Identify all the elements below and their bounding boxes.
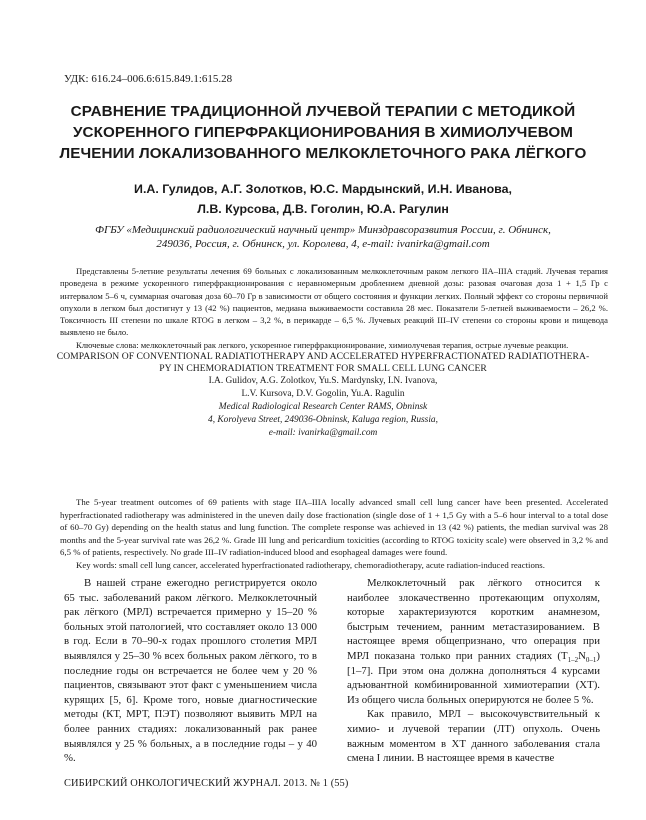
russian-authors-line: Л.В. Курсова, Д.В. Гоголин, Ю.А. Рагулин [197, 202, 449, 216]
english-keywords: Key words: small cell lung cancer, accelerated hyperfractionated radiotherapy, chemoradiotherapy, acute radiation-induced reactions. [76, 559, 545, 570]
english-affiliation-line: 4, Korolyeva Street, 249036-Obninsk, Kaluga region, Russia, [208, 415, 438, 425]
stage-subscript: 1–2 [567, 656, 579, 665]
russian-keywords: Ключевые слова: мелкоклеточный рак легкого, ускоренное гиперфракционирование, химиолучевая терапия, острые лучевые реакции. [76, 339, 569, 350]
body-text: N [578, 649, 586, 662]
english-email-line: e-mail: ivanirka@gmail.com [268, 428, 378, 438]
body-text: Мелкоклеточный рак лёгкого относится к наиболее злокачественно протекающим опухолям, которые характеризуются коротким анамнезом, быстрым течением, ранним метастазированием. В настоящее время общепризнано, что операция при МРЛ показана только при ранних стадиях (T [347, 577, 600, 662]
body-paragraph: Как правило, МРЛ – высокочувствительный к химио- и лучевой терапии (ЛТ) опухоль. Очень важным моментом в ХТ данного заболевания стала смена I линии. В настоящее время в качестве [347, 708, 600, 765]
english-title-line: COMPARISON OF CONVENTIONAL RADIATIOTHERAPY AND ACCELERATED HYPERFRACTIONATED RADIATIOTHERA- [56, 351, 590, 362]
russian-title-line: УСКОРЕННОГО ГИПЕРФРАКЦИОНИРОВАНИЯ В ХИМИОЛУЧЕВОМ [72, 124, 574, 141]
udc-code: УДК: 616.24–006.6:615.849.1:615.28 [64, 73, 233, 85]
body-column-left [64, 576, 317, 766]
russian-affiliation [30, 223, 616, 251]
english-authors-line: L.V. Kursova, D.V. Gogolin, Yu.A. Ragulin [241, 389, 405, 399]
russian-title-line: ЛЕЧЕНИИ ЛОКАЛИЗОВАННОГО МЕЛКОКЛЕТОЧНОГО РАКА ЛЁГКОГО [59, 145, 587, 162]
english-authors-affiliation [40, 375, 606, 440]
journal-footer: СИБИРСКИЙ ОНКОЛОГИЧЕСКИЙ ЖУРНАЛ. 2013. № 1 (55) [64, 778, 349, 789]
body-column-right [347, 576, 600, 766]
english-abstract [60, 496, 608, 572]
russian-title [40, 101, 606, 164]
russian-abstract-text: Представлены 5-летние результаты лечения 69 больных с локализованным мелкоклеточным раком легкого IIA–IIIA стадий. Лучевая терапия проведена в режиме ускоренного гиперфракционирования с неравномерным дроблением дневной дозы: разовая очаговая доза 1 + 1,5 Гр с интервалом 5–6 ч, суммарная очаговая доза 60–70 Гр в зависимости от общего состояния и функции легких. Полный эффект со стороны первичной опухоли в легком был достигнут у 13 (42 %) пациентов, медиана выживаемости составила 28 мес. Показатели 5-летней выживаемости – 26,2 %. Токсичность III степени по шкале RTOG в легком – 3,2 %, в перикарде – 6,5 %. Лучевых реакций III–IV степени со стороны крови и пищевода выявлено не было. [60, 266, 608, 338]
russian-authors [40, 179, 606, 219]
russian-authors-line: И.А. Гулидов, А.Г. Золотков, Ю.С. Мардынский, И.Н. Иванова, [134, 182, 512, 196]
russian-affiliation-line: 249036, Россия, г. Обнинск, ул. Королева, 4, e-mail: ivanirka@gmail.com [156, 238, 490, 250]
stage-subscript: 0–1 [585, 656, 597, 665]
russian-abstract [60, 265, 608, 351]
english-affiliation-line: Medical Radiological Research Center RAMS, Obninsk [218, 402, 428, 412]
body-text: ) [1–7]. При этом она должна дополняться 4 курсами адъювантной комбинированной химиотерапии (ХТ). Из общего числа больных оперируются не более 5 %. [347, 649, 600, 706]
english-title-line: PY IN CHEMORADIATION TREATMENT FOR SMALL CELL LUNG CANCER [159, 363, 487, 374]
english-abstract-text: The 5-year treatment outcomes of 69 patients with stage IIA–IIIA locally advanced small cell lung cancer have been presented. Accelerated hyperfractionated radiotherapy was administered in the uneven daily dose fractionation (single dose of 1 + 1,5 Gy with a 5–6 hour interval to a total dose of 60–70 Gy) depending on the health status and lung function. The complete response was achieved in 13 (42 %) patients, the median survival was 28 months and the 5-year survival rate was 26,2 %. Grade III lung and pericardium toxicities (according to RTOG toxicity scale) were observed in 3,2 % and 6,5 % of patients, respectively. No grade III–IV radiation-induced blood and esophageal damages were found. [60, 497, 608, 558]
english-title [30, 351, 616, 375]
body-paragraph: В нашей стране ежегодно регистрируется около 65 тыс. заболеваний раком лёгкого. Мелкоклеточный рак лёгкого (МРЛ) встречается примерно у 15–20 % больных этой патологией, что составляет около 13 000 в год. Если в 70–90-х годах прошлого столетия МРЛ выявлялся у 25–30 % всех больных раком лёгкого, то в последние годы он встречается не более чем у 20 % пациентов, связывают этот факт с уменьшением числа курящих [5, 6]. Кроме того, новые диагностические методы (КТ, МРТ, ПЭТ) позволяют выявить МРЛ на более ранних стадиях: локализованный рак ранее выявлялся у 25 % больных, а в последние годы – у 40 %. [64, 577, 317, 765]
body-paragraph [347, 576, 600, 707]
russian-title-line: СРАВНЕНИЕ ТРАДИЦИОННОЙ ЛУЧЕВОЙ ТЕРАПИИ С МЕТОДИКОЙ [70, 103, 576, 120]
english-authors-line: I.A. Gulidov, A.G. Zolotkov, Yu.S. Mardynsky, I.N. Ivanova, [208, 376, 438, 386]
russian-affiliation-line: ФГБУ «Медицинский радиологический научный центр» Минздравсоразвития России, г. Обнинск, [95, 224, 551, 236]
